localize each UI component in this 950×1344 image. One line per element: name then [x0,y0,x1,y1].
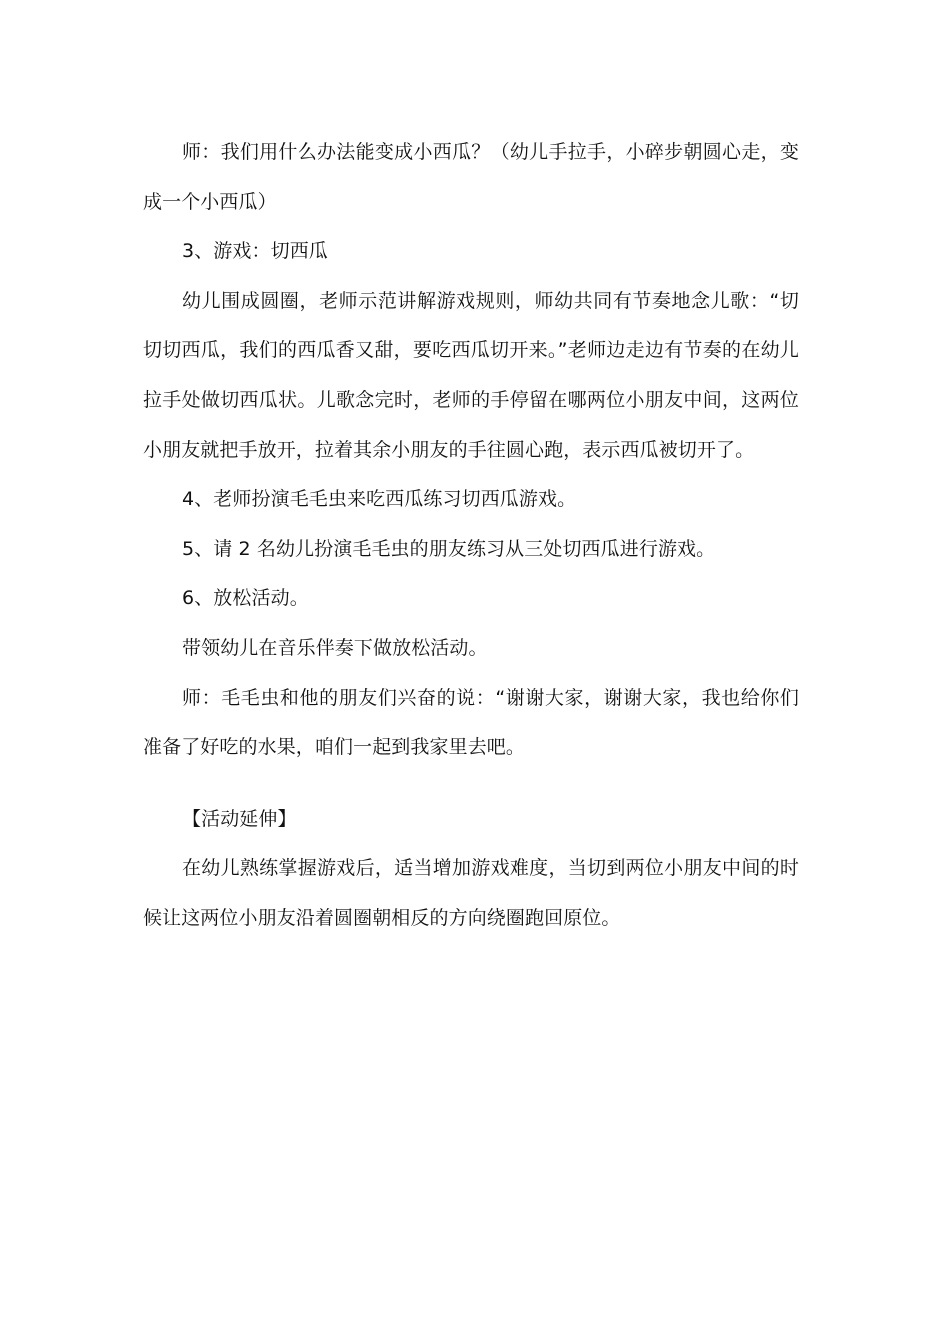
document-body [143,128,799,944]
paragraph-relax: 带领幼儿在音乐伴奏下做放松活动。 [182,636,488,659]
step-5-heading: 5、请 2 名幼儿扮演毛毛虫的朋友练习从三处切西瓜进行游戏。 [182,537,716,560]
paragraph-teacher-closing: 师：毛毛虫和他的朋友们兴奋的说：“谢谢大家，谢谢大家，我也给你们准备了好吃的水果，咱们一起到我家里去吧。 [143,686,799,759]
step-6-heading: 6、放松活动。 [182,587,309,610]
extension-paragraph: 在幼儿熟练掌握游戏后，适当增加游戏难度，当切到两位小朋友中间的时候让这两位小朋友沿着圆圈朝相反的方向绕圈跑回原位。 [143,857,799,929]
extension-heading: 【活动延伸】 [182,807,297,830]
paragraph-teacher-question: 师：我们用什么办法能变成小西瓜？（幼儿手拉手，小碎步朝圆心走，变成一个小西瓜） [143,141,799,213]
step-3-heading: 3、游戏：切西瓜 [182,240,328,263]
step-4-heading: 4、老师扮演毛毛虫来吃西瓜练习切西瓜游戏。 [182,488,577,511]
paragraph-game-rules: 幼儿围成圆圈，老师示范讲解游戏规则，师幼共同有节奏地念儿歌：“切切切西瓜，我们的西瓜香又甜，要吃西瓜切开来。”老师边走边有节奏的在幼儿拉手处做切西瓜状。儿歌念完时，老师的手停留在哪两位小朋友中间，这两位小朋友就把手放开，拉着其余小朋友的手往圆心跑，表示西瓜被切开了。 [143,289,799,461]
